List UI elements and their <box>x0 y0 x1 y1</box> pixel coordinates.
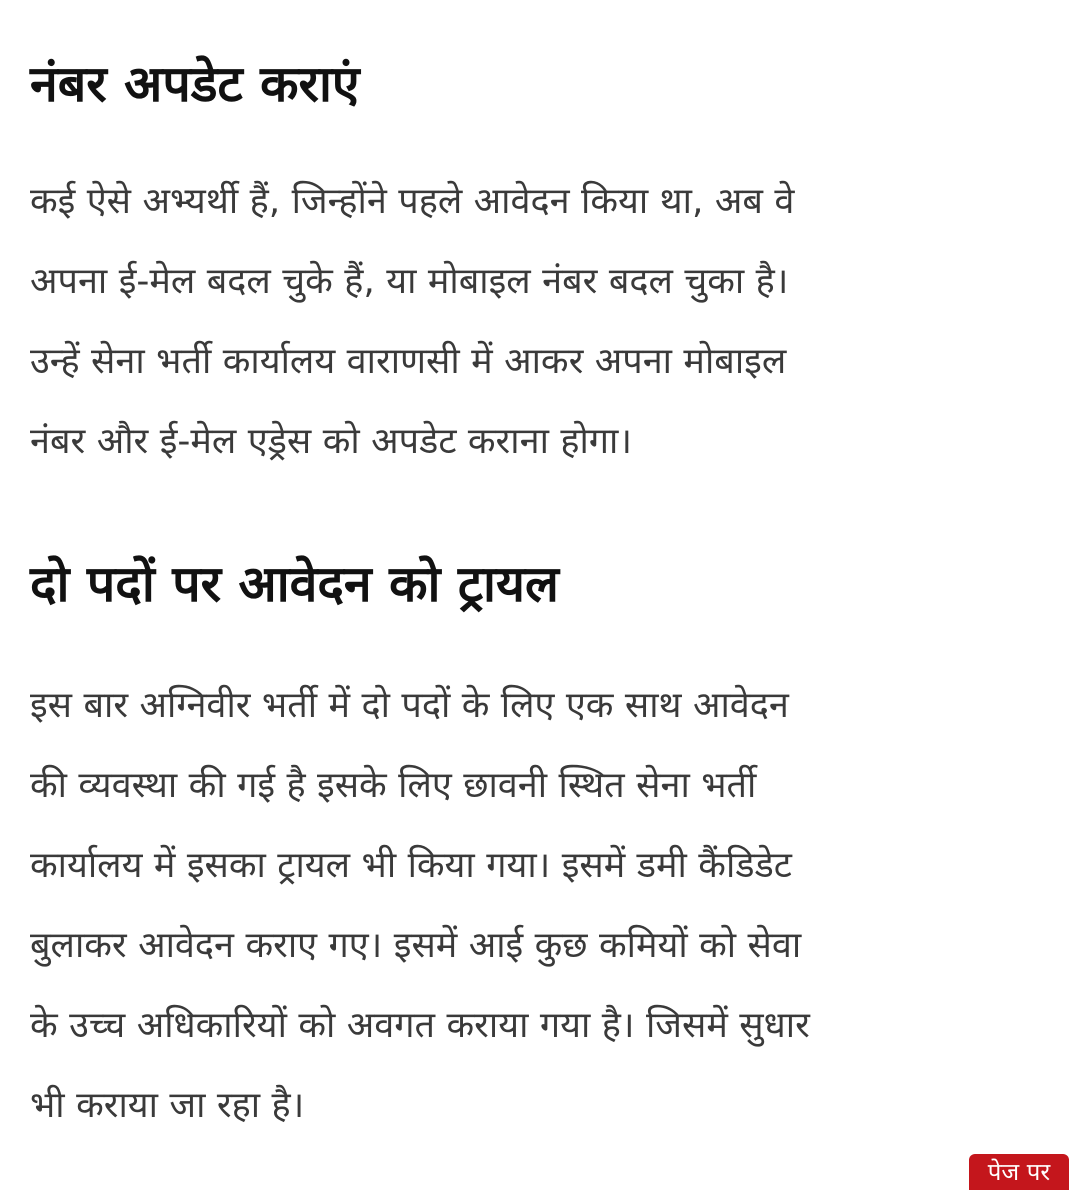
section-heading-two-posts-trial: दो पदों पर आवेदन को ट्रायल <box>30 555 559 613</box>
paragraph-line: के उच्च अधिकारियों को अवगत कराया गया है। जिसमें सुधार <box>30 1005 810 1046</box>
paragraph-line: बुलाकर आवेदन कराए गए। इसमें आई कुछ कमियों को सेवा <box>30 925 802 966</box>
paragraph-line: कई ऐसे अभ्यर्थी हैं, जिन्होंने पहले आवेदन किया था, अब वे <box>30 181 795 222</box>
section-paragraph-number-update <box>30 162 1050 482</box>
floating-page-button[interactable]: पेज पर <box>969 1154 1069 1190</box>
paragraph-line: भी कराया जा रहा है। <box>30 1085 305 1126</box>
paragraph-line: की व्यवस्था की गई है इसके लिए छावनी स्थित सेना भर्ती <box>30 765 757 806</box>
section-paragraph-two-posts-trial <box>30 666 1050 1146</box>
paragraph-line: उन्हें सेना भर्ती कार्यालय वाराणसी में आकर अपना मोबाइल <box>30 341 787 382</box>
paragraph-line: नंबर और ई-मेल एड्रेस को अपडेट कराना होगा। <box>30 421 633 462</box>
paragraph-line: अपना ई-मेल बदल चुके हैं, या मोबाइल नंबर बदल चुका है। <box>30 261 789 302</box>
section-heading-number-update: नंबर अपडेट कराएं <box>30 55 360 113</box>
paragraph-line: इस बार अग्निवीर भर्ती में दो पदों के लिए एक साथ आवेदन <box>30 685 789 726</box>
paragraph-line: कार्यालय में इसका ट्रायल भी किया गया। इसमें डमी कैंडिडेट <box>30 845 792 886</box>
